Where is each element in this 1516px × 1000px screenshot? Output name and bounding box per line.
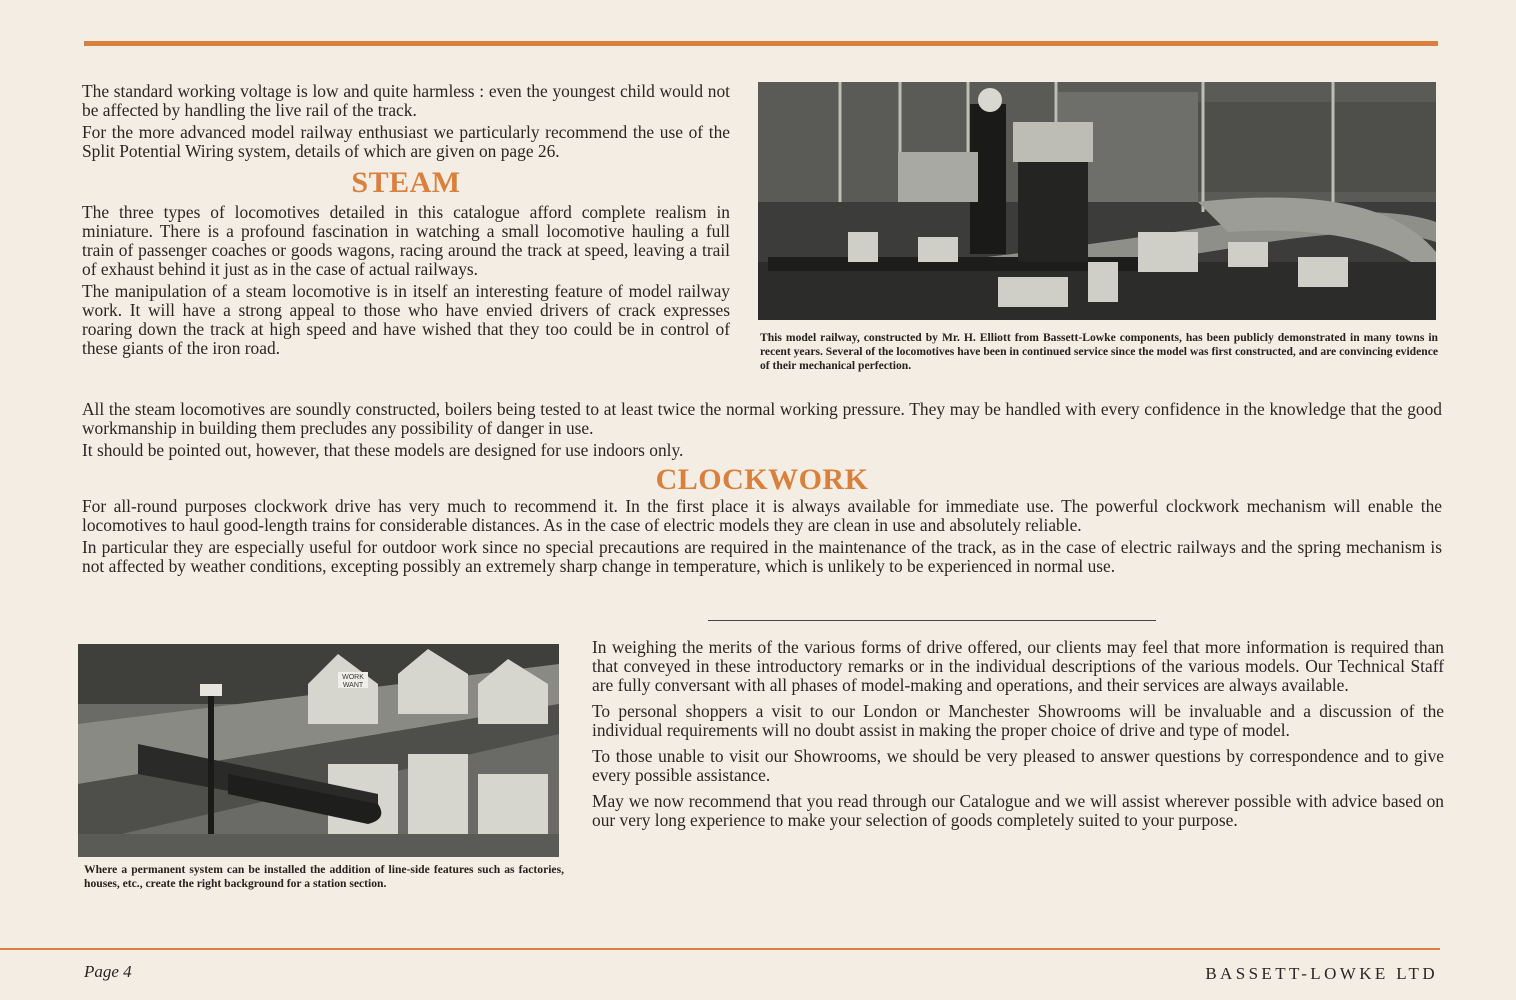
closing-paragraph-3: To those unable to visit our Showrooms, we should be very pleased to answer questions by correspondence and to give every possible assistance. [592, 746, 1444, 785]
station-layout-photo [78, 644, 559, 857]
want-sign-text: WANT [342, 682, 364, 689]
closing-paragraph-4: May we now recommend that you read through our Catalogue and we will assist wherever possible with advice based on our very long experience to make your selection of goods completely suited to your purpose. [592, 791, 1444, 830]
bottom-rule [0, 948, 1440, 950]
model-railway-photo-image [758, 82, 1436, 320]
closing-paragraph-2: To personal shoppers a visit to our London or Manchester Showrooms will be invaluable and a discussion of the individual requirements will no doubt assist in making the proper choice of drive and type of model. [592, 701, 1444, 740]
steam-paragraph-1: The three types of locomotives detailed in this catalogue afford complete realism in miniature. There is a profound fascination in watching a small locomotive hauling a full train of passenger coaches or goods wagons, racing around the track at speed, leaving a trail of exhaust behind it just as in the case of actual railways. [82, 202, 730, 279]
closing-column [592, 638, 1444, 837]
top-rule [84, 41, 1438, 46]
model-railway-caption: This model railway, constructed by Mr. H. Elliott from Bassett-Lowke components, has been publicly demonstrated in many towns in recent years. Several of the locomotives have been in continued service since the model was first constructed, and are convincing evidence of their mechanical perfection. [760, 331, 1438, 372]
station-layout-photo-image [78, 644, 559, 857]
station-layout-caption: Where a permanent system can be installed the addition of line-side features such as factories, houses, etc., create the right background for a station section. [84, 863, 564, 890]
section-divider [708, 620, 1156, 621]
steam-heading: STEAM [351, 166, 461, 199]
model-railway-photo [758, 82, 1436, 320]
clockwork-heading: CLOCKWORK [655, 463, 869, 496]
work-sign-text: WORK [342, 674, 364, 681]
steam-paragraph-2: The manipulation of a steam locomotive is in itself an interesting feature of model railway work. It will have a strong appeal to those who have envied drivers of crack expresses roaring down the track at high speed and have wished that they too could be in control of these giants of the iron road. [82, 281, 730, 358]
clockwork-paragraph-1: For all-round purposes clockwork drive has very much to recommend it. In the first place it is always available for immediate use. The powerful clockwork mechanism will enable the locomotives to haul good-length trains for considerable distances. As in the case of electric models they are clean in use and absolutely reliable. [82, 496, 1442, 535]
intro-paragraph-2: For the more advanced model railway enthusiast we particularly recommend the use of the Split Potential Wiring system, details of which are given on page 26. [82, 122, 730, 161]
intro-paragraph-1: The standard working voltage is low and quite harmless : even the youngest child would not be affected by handling the live rail of the track. [82, 81, 730, 120]
company-name: BASSETT-LOWKE LTD [1205, 964, 1438, 983]
steam-paragraph-4: It should be pointed out, however, that these models are designed for use indoors only. [82, 440, 684, 460]
clockwork-paragraph-2: In particular they are especially useful for outdoor work since no special precautions are required in the maintenance of the track, as in the case of electric railways and the spring mechanism is not affected by weather conditions, excepting possibly an extremely sharp change in temperature, which is unlikely to be experienced in normal use. [82, 537, 1442, 576]
steam-paragraph-3: All the steam locomotives are soundly constructed, boilers being tested to at least twice the normal working pressure. They may be handled with every confidence in the knowledge that the good workmanship in building them precludes any possibility of danger in use. [82, 399, 1442, 438]
page-number: Page 4 [84, 962, 132, 981]
intro-column [82, 82, 730, 361]
steam-continued [82, 400, 1442, 579]
closing-paragraph-1: In weighing the merits of the various forms of drive offered, our clients may feel that more information is required than that conveyed in these introductory remarks or in the individual descriptions of the various models. Our Technical Staff are fully conversant with all phases of model-making and operations, and their services are always available. [592, 637, 1444, 695]
